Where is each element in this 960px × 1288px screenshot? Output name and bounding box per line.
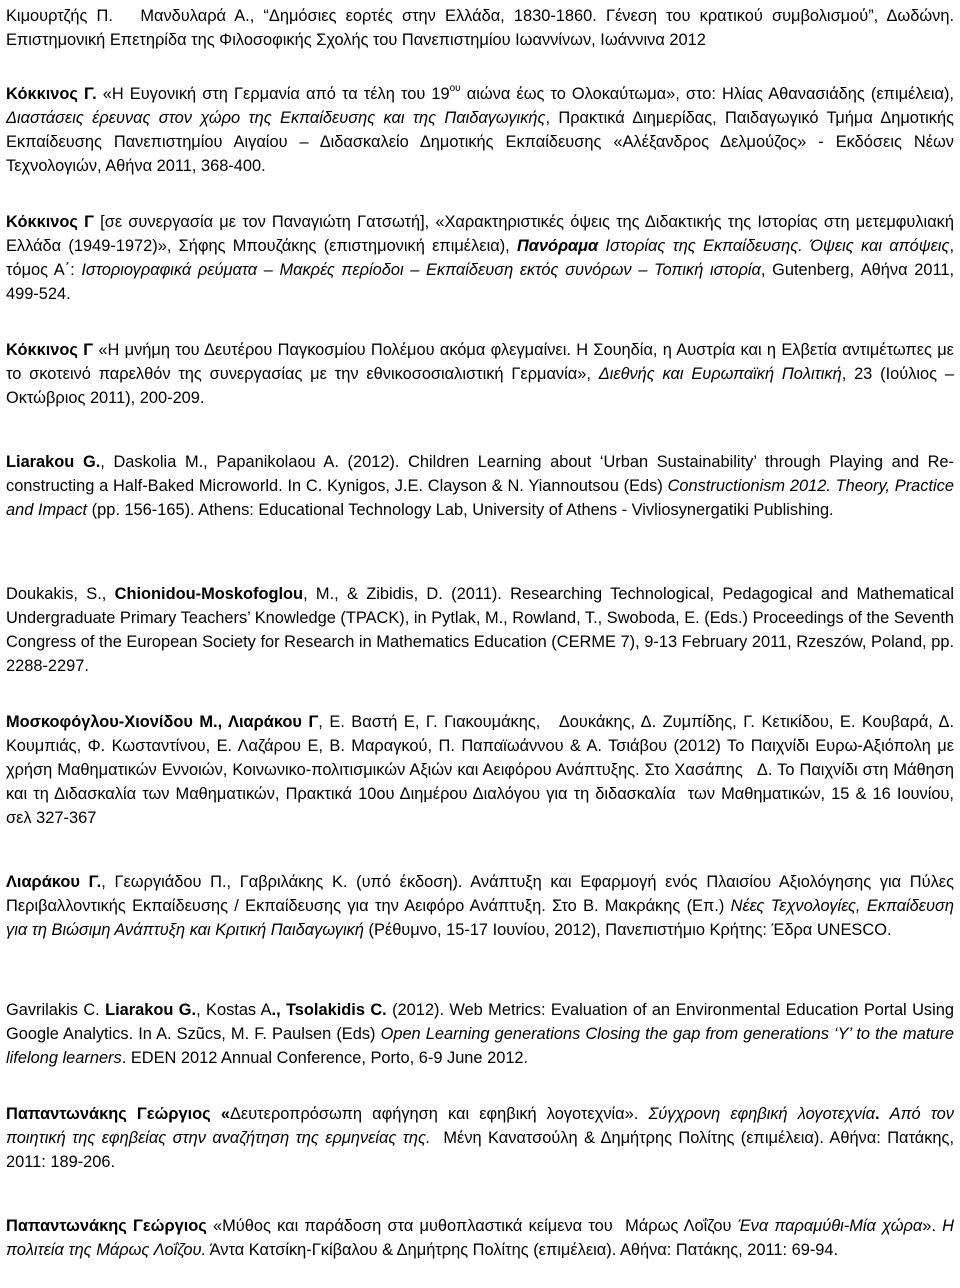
- italic-text-run: Η πολιτεία της Μάρως Λοΐζου.: [6, 1217, 959, 1259]
- text-run: Κιμουρτζής Π. Μανδυλαρά Α., “Δημόσιες εορτές στην Ελλάδα, 1830-1860. Γένεση του κρατικού συμβολισμού”, Δωδώνη. Επιστημονική Επετηρίδα της Φιλοσοφικής Σχολής του Πανεπιστημίου Ιωαννίνων, Ιωάννινα 2012: [6, 7, 959, 49]
- superscript-text: ου: [449, 83, 461, 94]
- bold-text-run: Chionidou-Moskofoglou: [114, 585, 304, 603]
- reference-entry-5: [6, 582, 959, 678]
- text-run: , τόμος Α΄:: [6, 237, 959, 279]
- text-run: [σε συνεργασία με τον Παναγιώτη Γατσωτή], «Χαρακτηριστικές όψεις της Διδακτικής της Ιστορίας στη μετεμφυλιακή Ελλάδα (1949-1972)», Σήφης Μπουζάκης (επιστημονική επιμέλεια),: [6, 213, 959, 255]
- italic-text-run: Constructionism 2012. Theory, Practice and Impact: [6, 477, 959, 519]
- reference-entry-4: [6, 450, 959, 522]
- bold-text-run: Κόκκινος Γ: [6, 341, 94, 359]
- italic-text-run: Διεθνής και Ευρωπαϊκή Πολιτική: [598, 365, 842, 383]
- reference-entry-8: [6, 998, 959, 1070]
- bold-text-run: Κόκκινος Γ: [6, 213, 94, 231]
- text-run: Μένη Κανατσούλη & Δημήτρης Πολίτης (επιμέλεια). Αθήνα: Πατάκης, 2011: 189-206.: [6, 1129, 959, 1171]
- text-run: (2012). Web Metrics: Evaluation of an Environmental Education Portal Using Google Analytics. In A. Szũcs, M. F. Paulsen (Eds): [6, 1001, 959, 1043]
- reference-entry-10: [6, 1214, 959, 1262]
- text-run: αιώνα έως το Ολοκαύτωμα», στο: Ηλίας Αθανασιάδης (επιμέλεια),: [460, 85, 959, 103]
- text-run: , 23 (Ιούλιος – Οκτώβριος 2011), 200-209.: [6, 365, 959, 407]
- italic-text-run: Ιστοριογραφικά ρεύματα – Μακρές περίοδοι – Εκπαίδευση εκτός συνόρων – Τοπική ιστορία: [81, 261, 761, 279]
- text-run: , Gutenberg, Αθήνα 2011, 499-524.: [6, 261, 959, 303]
- text-run: «Μύθος και παράδοση στα μυθοπλαστικά κείμενα του Μάρως Λοΐζου: [206, 1217, 738, 1235]
- text-run: (Ρέθυμνο, 15-17 Ιουνίου, 2012), Πανεπιστήμιο Κρήτης: Έδρα UNESCO.: [363, 921, 892, 939]
- text-run: (pp. 156-165). Athens: Educational Technology Lab, University of Athens - Vivliosynergatiki Publishing.: [87, 501, 834, 519]
- reference-entry-6: [6, 710, 959, 830]
- reference-entry-0: [6, 4, 959, 52]
- text-run: , Daskolia M., Papanikolaou A. (2012). Children Learning about ‘Urban Sustainability’ through Playing and Re-constructing a Half-Baked Microworld. In C. Kynigos, J.E. Clayson & N. Yiannoutsou (Eds): [6, 453, 954, 495]
- reference-entry-1: [6, 82, 959, 178]
- bold-text-run: Παπαντωνάκης Γεώργιος: [6, 1217, 207, 1235]
- bold-text-run: Liarakou G.: [6, 453, 101, 471]
- text-run: Gavrilakis C.: [6, 1001, 106, 1019]
- bold-text-run: Μοσκοφόγλου-Χιονίδου Μ., Λιαράκου Γ: [6, 713, 319, 731]
- text-run: Δευτεροπρόσωπη αφήγηση και εφηβική λογοτεχνία».: [229, 1105, 649, 1123]
- text-run: ».: [922, 1217, 943, 1235]
- italic-text-run: Open Learning generations Closing the gap from generations ‘Y’ to the mature lifelong learners: [6, 1025, 959, 1067]
- italic-text-run: Ιστορίας της Εκπαίδευσης. Όψεις και απόψεις: [605, 237, 950, 255]
- bold-text-run: Παπαντωνάκης Γεώργιος «: [6, 1105, 230, 1123]
- text-run: Άντα Κατσίκη-Γκίβαλου & Δημήτρης Πολίτης (επιμέλεια). Αθήνα: Πατάκης, 2011: 69-94.: [206, 1241, 839, 1259]
- text-run: , Πρακτικά Διημερίδας, Παιδαγωγικό Τμήμα Δημοτικής Εκπαίδευσης Πανεπιστημίου Αιγαίου – Διδασκαλείο Δημοτικής Εκπαίδευσης «Αλέξανδρος Δελμούζος» - Εκδόσεις Νέων Τεχνολογιών, Αθήνα 2011, 368-400.: [6, 109, 959, 175]
- text-run: , Ε. Βαστή Ε, Γ. Γιακουμάκης, Δουκάκης, Δ. Ζυμπίδης, Γ. Κετικίδου, Ε. Κουβαρά, Δ. Κουμπιάς, Φ. Κωσταντίνου, Ε. Λαζάρου Ε, Β. Μαραγκού, Π. Παπαϊωάννου & Α. Τσιάβου (2012) Το Παιχνίδι Ευρω-Αξιόπολη με χρήση Μαθηματικών Εννοιών, Κοινωνικο-πολιτισμικών Αξιών και Αειφόρου Ανάπτυξης. Στο Χασάπης Δ. Το Παιχνίδι στη Μάθηση και τη Διδασκαλία των Μαθηματικών, Πρακτικά 10ου Διημέρου Διαλόγου για τη διδασκαλία των Μαθηματικών, 15 & 16 Ιουνίου, σελ 327-367: [6, 713, 959, 827]
- text-run: «Η μνήμη του Δευτέρου Παγκοσμίου Πολέμου ακόμα φλεγμαίνει. Η Σουηδία, η Αυστρία και η Ελβετία αντιμέτωπες με το σκοτεινό παρελθόν της συνεργασίας με την εθνικοσοσιαλιστική Γερμανία»,: [6, 341, 959, 383]
- text-run: «Η Ευγονική στη Γερμανία από τα τέλη του 19: [96, 85, 450, 103]
- text-run: , Γεωργιάδου Π., Γαβριλάκης Κ. (υπό έκδοση). Ανάπτυξη και Εφαρμογή ενός Πλαισίου Αξιολόγησης για Πύλες Περιβαλλοντικής Εκπαίδευσης / Εκπαίδευσης για την Αειφόρο Ανάπτυξη. Στο Β. Μακράκης (Επ.): [6, 873, 959, 915]
- text-run: , M., & Zibidis, D. (2011). Researching Technological, Pedagogical and Mathematical Undergraduate Primary Teachers’ Knowledge (TPACK), in Pytlak, M., Rowland, T., Swoboda, E. (Eds.) Proceedings of the Seventh Congress of the European Society for Research in Mathematics Education (CERME 7), 9-13 February 2011, Rzeszów, Poland, pp. 2288-2297.: [6, 585, 959, 675]
- text-run: . EDEN 2012 Annual Conference, Porto, 6-9 June 2012.: [121, 1049, 529, 1067]
- italic-text-run: Διαστάσεις έρευνας στον χώρο της Εκπαίδευσης και της Παιδαγωγικής: [6, 109, 546, 127]
- bold-text-run: .: [874, 1105, 890, 1123]
- text-run: Doukakis, S.,: [6, 585, 115, 603]
- bold-text-run: Λιαράκου Γ.: [6, 873, 102, 891]
- text-run: [598, 237, 605, 255]
- reference-entry-2: [6, 210, 959, 306]
- bold-text-run: Liarakou G.: [105, 1001, 197, 1019]
- bold-italic-text-run: Πανόραμα: [517, 237, 599, 255]
- bold-text-run: Κόκκινος Γ.: [6, 85, 97, 103]
- bold-text-run: ., Tsolakidis C.: [271, 1001, 387, 1019]
- reference-entry-7: [6, 870, 959, 942]
- reference-entry-3: [6, 338, 959, 410]
- reference-entry-9: [6, 1102, 959, 1174]
- italic-text-run: Σύγχρονη εφηβική λογοτεχνία: [648, 1105, 875, 1123]
- italic-text-run: Ένα παραμύθι-Μία χώρα: [737, 1217, 923, 1235]
- italic-text-run: Νέες Τεχνολογίες, Εκπαίδευση για τη Βιώσιμη Ανάπτυξη και Κριτική Παιδαγωγική: [6, 897, 959, 939]
- italic-text-run: Από τον ποιητική της εφηβείας στην αναζήτηση της ερμηνείας της.: [6, 1105, 959, 1147]
- text-run: , Kostas A: [196, 1001, 272, 1019]
